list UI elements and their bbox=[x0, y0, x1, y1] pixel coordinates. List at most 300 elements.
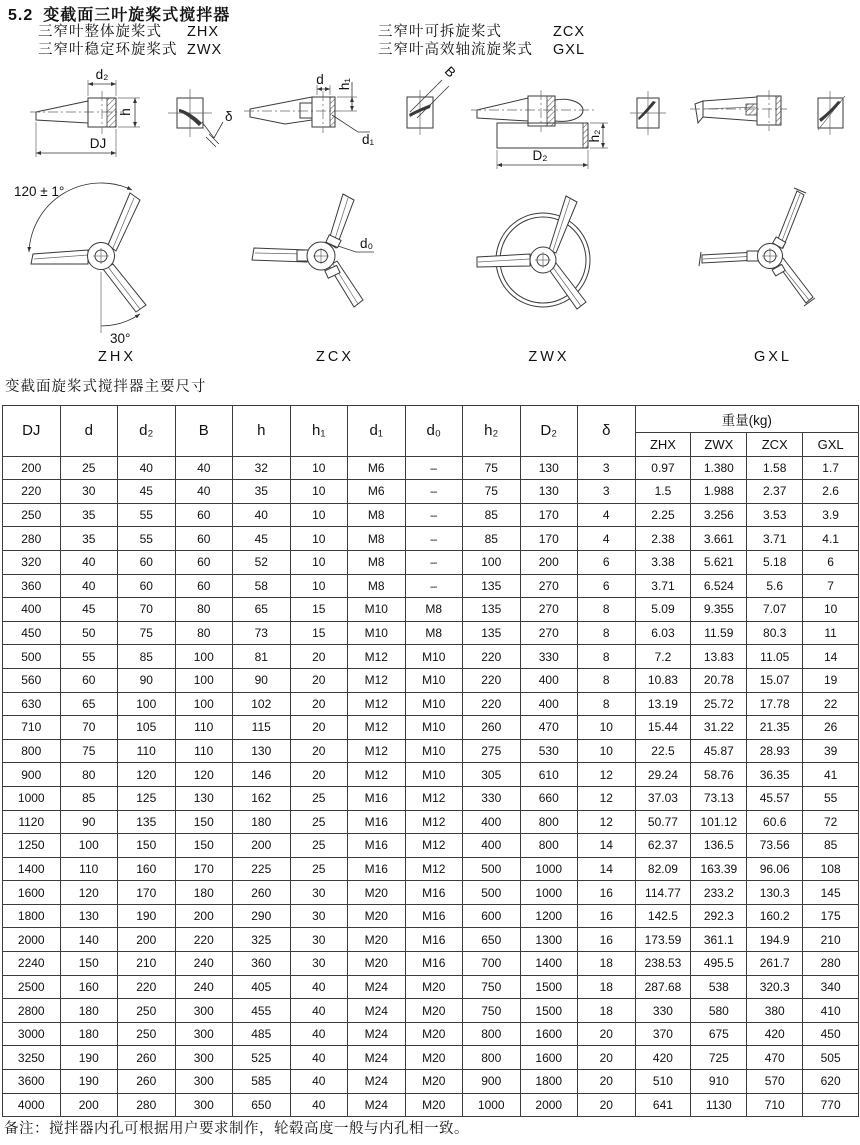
table-cell: 145 bbox=[803, 881, 859, 905]
table-cell: 150 bbox=[175, 810, 233, 834]
table-cell: M16 bbox=[348, 857, 406, 881]
table-cell: 170 bbox=[118, 881, 176, 905]
table-cell: 40 bbox=[233, 503, 291, 527]
table-cell: 50 bbox=[60, 621, 118, 645]
table-cell: 400 bbox=[520, 692, 578, 716]
table-cell: 800 bbox=[520, 810, 578, 834]
table-row bbox=[3, 621, 859, 645]
table-cell: 0.97 bbox=[635, 456, 691, 480]
table-cell: 12 bbox=[578, 763, 636, 787]
type-name: 三窄叶可拆旋桨式 bbox=[378, 24, 502, 40]
table-cell: 260 bbox=[118, 1046, 176, 1070]
table-cell: M16 bbox=[348, 834, 406, 858]
table-cell: 100 bbox=[175, 692, 233, 716]
table-cell: 96.06 bbox=[747, 857, 803, 881]
table-cell: 20.78 bbox=[691, 668, 747, 692]
column-header: h₁ bbox=[290, 406, 348, 457]
table-cell: 40 bbox=[60, 574, 118, 598]
table-cell: 405 bbox=[233, 975, 291, 999]
table-cell: 162 bbox=[233, 786, 291, 810]
table-cell: 130.3 bbox=[747, 881, 803, 905]
table-row bbox=[3, 668, 859, 692]
table-cell: 30 bbox=[60, 480, 118, 504]
table-cell: M20 bbox=[348, 904, 406, 928]
table-cell: 225 bbox=[233, 857, 291, 881]
table-cell: M8 bbox=[405, 621, 463, 645]
type-name: 三窄叶高效轴流旋桨式 bbox=[378, 42, 533, 58]
type-code: GXL bbox=[553, 42, 586, 58]
table-cell: 800 bbox=[463, 1022, 521, 1046]
table-cell: 470 bbox=[520, 716, 578, 740]
table-cell: 1800 bbox=[520, 1070, 578, 1094]
table-cell: 110 bbox=[175, 739, 233, 763]
drawing-gxl-side bbox=[690, 90, 787, 131]
table-cell: 142.5 bbox=[635, 904, 691, 928]
table-cell: 25 bbox=[290, 857, 348, 881]
table-cell: 110 bbox=[60, 857, 118, 881]
table-cell: – bbox=[405, 550, 463, 574]
table-cell: 380 bbox=[747, 999, 803, 1023]
table-cell: 270 bbox=[520, 621, 578, 645]
table-row bbox=[3, 928, 859, 952]
dim-label-angle30: 30° bbox=[110, 331, 131, 346]
table-cell: 505 bbox=[803, 1046, 859, 1070]
table-cell: 2.38 bbox=[635, 527, 691, 551]
table-cell: 170 bbox=[175, 857, 233, 881]
drawing-zhx-side bbox=[30, 67, 140, 157]
table-cell: 60 bbox=[118, 550, 176, 574]
table-row bbox=[3, 810, 859, 834]
table-cell: 135 bbox=[463, 621, 521, 645]
table-cell: 500 bbox=[463, 881, 521, 905]
column-header: d bbox=[60, 406, 118, 457]
table-cell: 530 bbox=[520, 739, 578, 763]
weight-column-header: ZWX bbox=[691, 433, 747, 457]
page-title bbox=[8, 2, 230, 25]
table-cell: 62.37 bbox=[635, 834, 691, 858]
table-cell: 170 bbox=[520, 527, 578, 551]
table-cell: 65 bbox=[60, 692, 118, 716]
table-cell: 250 bbox=[118, 999, 176, 1023]
table-cell: 580 bbox=[691, 999, 747, 1023]
table-cell: M24 bbox=[348, 1093, 406, 1117]
table-cell: 82.09 bbox=[635, 857, 691, 881]
table-cell: 150 bbox=[60, 952, 118, 976]
table-cell: 6.03 bbox=[635, 621, 691, 645]
table-cell: 1130 bbox=[691, 1093, 747, 1117]
dim-label-h2: h₂ bbox=[587, 129, 602, 143]
table-cell: 40 bbox=[290, 1046, 348, 1070]
table-cell: 15 bbox=[290, 598, 348, 622]
table-cell: 4 bbox=[578, 503, 636, 527]
table-cell: 410 bbox=[803, 999, 859, 1023]
table-cell: 8 bbox=[578, 621, 636, 645]
table-cell: 50.77 bbox=[635, 810, 691, 834]
type-row bbox=[378, 23, 585, 41]
table-cell: 1.5 bbox=[635, 480, 691, 504]
table-cell: 570 bbox=[747, 1070, 803, 1094]
table-cell: 12 bbox=[578, 810, 636, 834]
table-cell: 20 bbox=[290, 739, 348, 763]
table-cell: M16 bbox=[405, 881, 463, 905]
table-cell: M8 bbox=[348, 503, 406, 527]
table-cell: 20 bbox=[290, 645, 348, 669]
table-cell: M12 bbox=[348, 645, 406, 669]
table-cell: 30 bbox=[290, 928, 348, 952]
type-code: ZWX bbox=[187, 42, 223, 58]
table-cell: 1400 bbox=[3, 857, 61, 881]
table-cell: 2000 bbox=[3, 928, 61, 952]
table-cell: M10 bbox=[348, 598, 406, 622]
table-cell: M12 bbox=[348, 692, 406, 716]
table-cell: M16 bbox=[405, 952, 463, 976]
table-cell: 70 bbox=[118, 598, 176, 622]
table-cell: 4000 bbox=[3, 1093, 61, 1117]
table-cell: 620 bbox=[803, 1070, 859, 1094]
table-cell: 25 bbox=[290, 834, 348, 858]
table-cell: 641 bbox=[635, 1093, 691, 1117]
section-number: 5.2 bbox=[8, 7, 34, 24]
table-cell: 525 bbox=[233, 1046, 291, 1070]
table-cell: M12 bbox=[405, 786, 463, 810]
table-cell: 80 bbox=[175, 598, 233, 622]
table-cell: 200 bbox=[175, 904, 233, 928]
table-cell: 11 bbox=[803, 621, 859, 645]
table-cell: 102 bbox=[233, 692, 291, 716]
table-cell: 85 bbox=[803, 834, 859, 858]
table-cell: 610 bbox=[520, 763, 578, 787]
table-cell: M10 bbox=[405, 716, 463, 740]
table-cell: 60.6 bbox=[747, 810, 803, 834]
table-cell: 20 bbox=[578, 1022, 636, 1046]
table-cell: 6 bbox=[803, 550, 859, 574]
table-cell: 120 bbox=[175, 763, 233, 787]
table-row bbox=[3, 574, 859, 598]
dim-label-d2: d₂ bbox=[95, 67, 109, 82]
table-cell: 2800 bbox=[3, 999, 61, 1023]
table-cell: 25 bbox=[290, 810, 348, 834]
table-cell: 660 bbox=[520, 786, 578, 810]
table-cell: 1120 bbox=[3, 810, 61, 834]
table-cell: 675 bbox=[691, 1022, 747, 1046]
table-cell: 18 bbox=[578, 975, 636, 999]
column-header: B bbox=[175, 406, 233, 457]
dim-label-h1: h₁ bbox=[337, 78, 352, 91]
table-cell: 3 bbox=[578, 456, 636, 480]
table-cell: 300 bbox=[175, 1046, 233, 1070]
table-cell: 20 bbox=[290, 716, 348, 740]
table-cell: 750 bbox=[463, 999, 521, 1023]
table-cell: 220 bbox=[463, 692, 521, 716]
table-row bbox=[3, 1093, 859, 1117]
drawing-zcx-side bbox=[244, 72, 375, 147]
table-cell: 330 bbox=[635, 999, 691, 1023]
table-cell: 1600 bbox=[520, 1022, 578, 1046]
table-cell: 7.2 bbox=[635, 645, 691, 669]
table-cell: 35 bbox=[60, 503, 118, 527]
table-cell: 22 bbox=[803, 692, 859, 716]
table-cell: 190 bbox=[60, 1046, 118, 1070]
table-cell: 175 bbox=[803, 904, 859, 928]
table-cell: 305 bbox=[463, 763, 521, 787]
table-cell: 3600 bbox=[3, 1070, 61, 1094]
table-cell: 287.68 bbox=[635, 975, 691, 999]
table-cell: 220 bbox=[463, 645, 521, 669]
table-cell: 32 bbox=[233, 456, 291, 480]
table-cell: 14 bbox=[578, 834, 636, 858]
table-cell: M24 bbox=[348, 999, 406, 1023]
table-cell: 130 bbox=[175, 786, 233, 810]
table-cell: 40 bbox=[175, 456, 233, 480]
table-cell: 100 bbox=[118, 692, 176, 716]
table-cell: 40 bbox=[290, 1022, 348, 1046]
table-cell: 12 bbox=[578, 786, 636, 810]
table-row bbox=[3, 999, 859, 1023]
table-cell: 20 bbox=[290, 692, 348, 716]
table-cell: 1.380 bbox=[691, 456, 747, 480]
table-cell: 180 bbox=[60, 1022, 118, 1046]
table-cell: 36.35 bbox=[747, 763, 803, 787]
table-cell: 115 bbox=[233, 716, 291, 740]
drawing-zhx-front bbox=[14, 183, 146, 365]
table-cell: 135 bbox=[463, 598, 521, 622]
technical-drawings bbox=[0, 60, 860, 370]
table-cell: 270 bbox=[520, 598, 578, 622]
table-cell: 55 bbox=[118, 503, 176, 527]
table-cell: 16 bbox=[578, 881, 636, 905]
table-cell: 485 bbox=[233, 1022, 291, 1046]
table-cell: 280 bbox=[3, 527, 61, 551]
table-cell: 538 bbox=[691, 975, 747, 999]
table-cell: 250 bbox=[3, 503, 61, 527]
table-cell: 630 bbox=[3, 692, 61, 716]
table-cell: 280 bbox=[118, 1093, 176, 1117]
table-cell: 14 bbox=[803, 645, 859, 669]
table-cell: 81 bbox=[233, 645, 291, 669]
column-header: d₂ bbox=[118, 406, 176, 457]
table-cell: M10 bbox=[405, 739, 463, 763]
table-cell: 130 bbox=[520, 480, 578, 504]
table-cell: M12 bbox=[405, 857, 463, 881]
table-cell: 170 bbox=[520, 503, 578, 527]
table-cell: 85 bbox=[463, 527, 521, 551]
table-cell: 146 bbox=[233, 763, 291, 787]
table-cell: 1250 bbox=[3, 834, 61, 858]
table-cell: M20 bbox=[405, 1046, 463, 1070]
table-cell: 270 bbox=[520, 574, 578, 598]
table-cell: 600 bbox=[463, 904, 521, 928]
table-cell: 3250 bbox=[3, 1046, 61, 1070]
table-cell: 58 bbox=[233, 574, 291, 598]
table-cell: 261.7 bbox=[747, 952, 803, 976]
table-cell: 110 bbox=[175, 716, 233, 740]
table-cell: 200 bbox=[233, 834, 291, 858]
table-cell: 90 bbox=[118, 668, 176, 692]
table-cell: 800 bbox=[3, 739, 61, 763]
table-cell: 260 bbox=[118, 1070, 176, 1094]
table-cell: 10 bbox=[803, 598, 859, 622]
table-cell: 100 bbox=[463, 550, 521, 574]
column-header: δ bbox=[578, 406, 636, 457]
table-cell: 75 bbox=[463, 456, 521, 480]
table-cell: 400 bbox=[520, 668, 578, 692]
table-cell: 40 bbox=[290, 1093, 348, 1117]
table-cell: 136.5 bbox=[691, 834, 747, 858]
table-cell: 10 bbox=[290, 456, 348, 480]
table-cell: 360 bbox=[3, 574, 61, 598]
table-cell: 60 bbox=[175, 503, 233, 527]
table-cell: 13.83 bbox=[691, 645, 747, 669]
table-cell: 60 bbox=[60, 668, 118, 692]
type-row bbox=[38, 23, 222, 41]
drawing-section-a bbox=[168, 89, 233, 147]
table-cell: M20 bbox=[405, 975, 463, 999]
table-body bbox=[3, 456, 859, 1117]
table-cell: 3.256 bbox=[691, 503, 747, 527]
table-row bbox=[3, 975, 859, 999]
drawing-zwx-front bbox=[477, 196, 590, 365]
table-row bbox=[3, 1046, 859, 1070]
table-cell: 110 bbox=[118, 739, 176, 763]
type-name: 三窄叶整体旋桨式 bbox=[38, 24, 162, 40]
dim-label-d: d bbox=[316, 72, 324, 87]
dim-label-D2: D₂ bbox=[532, 148, 548, 163]
table-cell: 55 bbox=[803, 786, 859, 810]
table-cell: 1800 bbox=[3, 904, 61, 928]
table-cell: 108 bbox=[803, 857, 859, 881]
table-cell: 19 bbox=[803, 668, 859, 692]
table-cell: 330 bbox=[520, 645, 578, 669]
table-cell: 233.2 bbox=[691, 881, 747, 905]
table-cell: 80 bbox=[175, 621, 233, 645]
weight-column-header: GXL bbox=[803, 433, 859, 457]
table-cell: 3.71 bbox=[747, 527, 803, 551]
weight-column-header: ZCX bbox=[747, 433, 803, 457]
table-cell: 9.355 bbox=[691, 598, 747, 622]
dim-label-h: h bbox=[118, 108, 133, 116]
table-cell: M6 bbox=[348, 456, 406, 480]
table-cell: 2240 bbox=[3, 952, 61, 976]
table-cell: 20 bbox=[578, 1093, 636, 1117]
table-cell: – bbox=[405, 456, 463, 480]
table-cell: 450 bbox=[3, 621, 61, 645]
table-cell: – bbox=[405, 503, 463, 527]
table-row bbox=[3, 904, 859, 928]
dim-label-d0: d₀ bbox=[360, 236, 374, 251]
column-header: DJ bbox=[3, 406, 61, 457]
table-cell: 260 bbox=[463, 716, 521, 740]
table-cell: 238.53 bbox=[635, 952, 691, 976]
table-cell: M20 bbox=[348, 881, 406, 905]
table-cell: 800 bbox=[520, 834, 578, 858]
table-row bbox=[3, 857, 859, 881]
table-cell: 910 bbox=[691, 1070, 747, 1094]
table-cell: M8 bbox=[348, 550, 406, 574]
table-cell: 210 bbox=[118, 952, 176, 976]
table-cell: 160 bbox=[118, 857, 176, 881]
table-cell: 22.5 bbox=[635, 739, 691, 763]
table-cell: 20 bbox=[290, 763, 348, 787]
table-cell: M10 bbox=[405, 692, 463, 716]
table-cell: 150 bbox=[175, 834, 233, 858]
table-cell: 180 bbox=[233, 810, 291, 834]
table-cell: M20 bbox=[348, 952, 406, 976]
table-cell: 1600 bbox=[520, 1046, 578, 1070]
table-cell: 1.7 bbox=[803, 456, 859, 480]
table-cell: 1000 bbox=[463, 1093, 521, 1117]
table-cell: M10 bbox=[405, 763, 463, 787]
table-cell: 173.59 bbox=[635, 928, 691, 952]
table-cell: 900 bbox=[3, 763, 61, 787]
dim-label-d1: d₁ bbox=[362, 132, 375, 147]
table-cell: M10 bbox=[405, 668, 463, 692]
table-cell: 1.988 bbox=[691, 480, 747, 504]
table-cell: 73.13 bbox=[691, 786, 747, 810]
table-cell: – bbox=[405, 574, 463, 598]
table-cell: 6.524 bbox=[691, 574, 747, 598]
table-cell: 300 bbox=[175, 1070, 233, 1094]
column-header: h₂ bbox=[463, 406, 521, 457]
table-cell: 4 bbox=[578, 527, 636, 551]
table-cell: 29.24 bbox=[635, 763, 691, 787]
table-row bbox=[3, 952, 859, 976]
table-row bbox=[3, 786, 859, 810]
table-cell: 130 bbox=[60, 904, 118, 928]
table-cell: M16 bbox=[348, 810, 406, 834]
caption-gxl: GXL bbox=[753, 349, 793, 365]
table-cell: 220 bbox=[118, 975, 176, 999]
table-cell: M24 bbox=[348, 1046, 406, 1070]
table-cell: 15.07 bbox=[747, 668, 803, 692]
table-cell: 7.07 bbox=[747, 598, 803, 622]
table-row bbox=[3, 716, 859, 740]
table-cell: 420 bbox=[747, 1022, 803, 1046]
table-cell: 5.18 bbox=[747, 550, 803, 574]
caption-zwx: ZWX bbox=[528, 349, 570, 365]
table-cell: 16 bbox=[578, 904, 636, 928]
table-cell: 10 bbox=[578, 739, 636, 763]
table-subtitle: 变截面旋桨式搅拌器主要尺寸 bbox=[5, 379, 207, 395]
drawing-section-b bbox=[407, 63, 459, 135]
table-cell: M12 bbox=[348, 716, 406, 740]
table-cell: M24 bbox=[348, 975, 406, 999]
table-cell: 135 bbox=[463, 574, 521, 598]
table-cell: 10 bbox=[578, 716, 636, 740]
table-cell: 14 bbox=[578, 857, 636, 881]
table-cell: 560 bbox=[3, 668, 61, 692]
table-cell: 80.3 bbox=[747, 621, 803, 645]
table-cell: 200 bbox=[60, 1093, 118, 1117]
table-cell: 290 bbox=[233, 904, 291, 928]
table-cell: 1600 bbox=[3, 881, 61, 905]
type-code: ZHX bbox=[187, 24, 219, 40]
table-cell: 15 bbox=[290, 621, 348, 645]
table-cell: 510 bbox=[635, 1070, 691, 1094]
table-cell: M20 bbox=[405, 1022, 463, 1046]
table-cell: 5.621 bbox=[691, 550, 747, 574]
table-cell: 100 bbox=[175, 668, 233, 692]
column-header: d₀ bbox=[405, 406, 463, 457]
table-cell: 45.57 bbox=[747, 786, 803, 810]
table-cell: M20 bbox=[405, 1093, 463, 1117]
table-cell: 10 bbox=[290, 480, 348, 504]
table-cell: 2.6 bbox=[803, 480, 859, 504]
table-cell: M16 bbox=[348, 786, 406, 810]
table-cell: 1000 bbox=[3, 786, 61, 810]
table-cell: 240 bbox=[175, 975, 233, 999]
caption-zhx: ZHX bbox=[98, 349, 136, 365]
table-cell: 20 bbox=[578, 1046, 636, 1070]
